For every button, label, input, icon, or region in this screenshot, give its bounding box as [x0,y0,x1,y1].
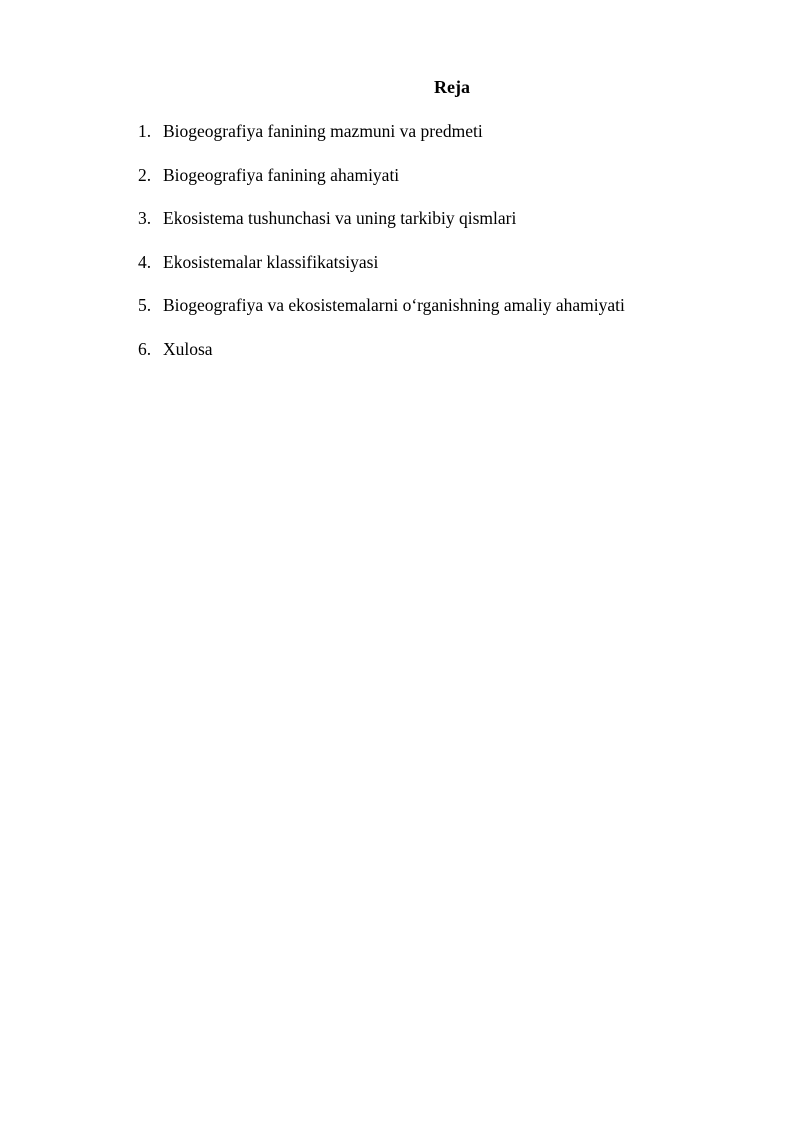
list-item-text: Biogeografiya fanining ahamiyati [163,164,400,185]
list-item-number: 4. [138,251,152,272]
list-item-number: 6. [138,338,152,359]
list-item [138,120,625,164]
list-item [138,251,625,295]
list-item [138,164,625,208]
list-item-text: Xulosa [163,338,213,359]
list-item-text: Ekosistemalar klassifikatsiyasi [163,251,379,272]
list-item-text: Biogeografiya va ekosistemalarni o‘rganishning amaliy ahamiyati [163,295,625,316]
list-item-number: 3. [138,208,152,229]
list-item-text: Biogeografiya fanining mazmuni va predmeti [163,121,483,141]
plan-list [138,120,625,382]
list-item [138,294,625,338]
list-item [138,338,625,382]
list-item-number: 5. [138,295,152,316]
list-item-number: 1. [138,121,152,141]
page-title: Reja [434,77,470,97]
list-item [138,207,625,251]
list-item-text: Ekosistema tushunchasi va uning tarkibiy qismlari [163,208,517,229]
list-item-number: 2. [138,164,152,185]
